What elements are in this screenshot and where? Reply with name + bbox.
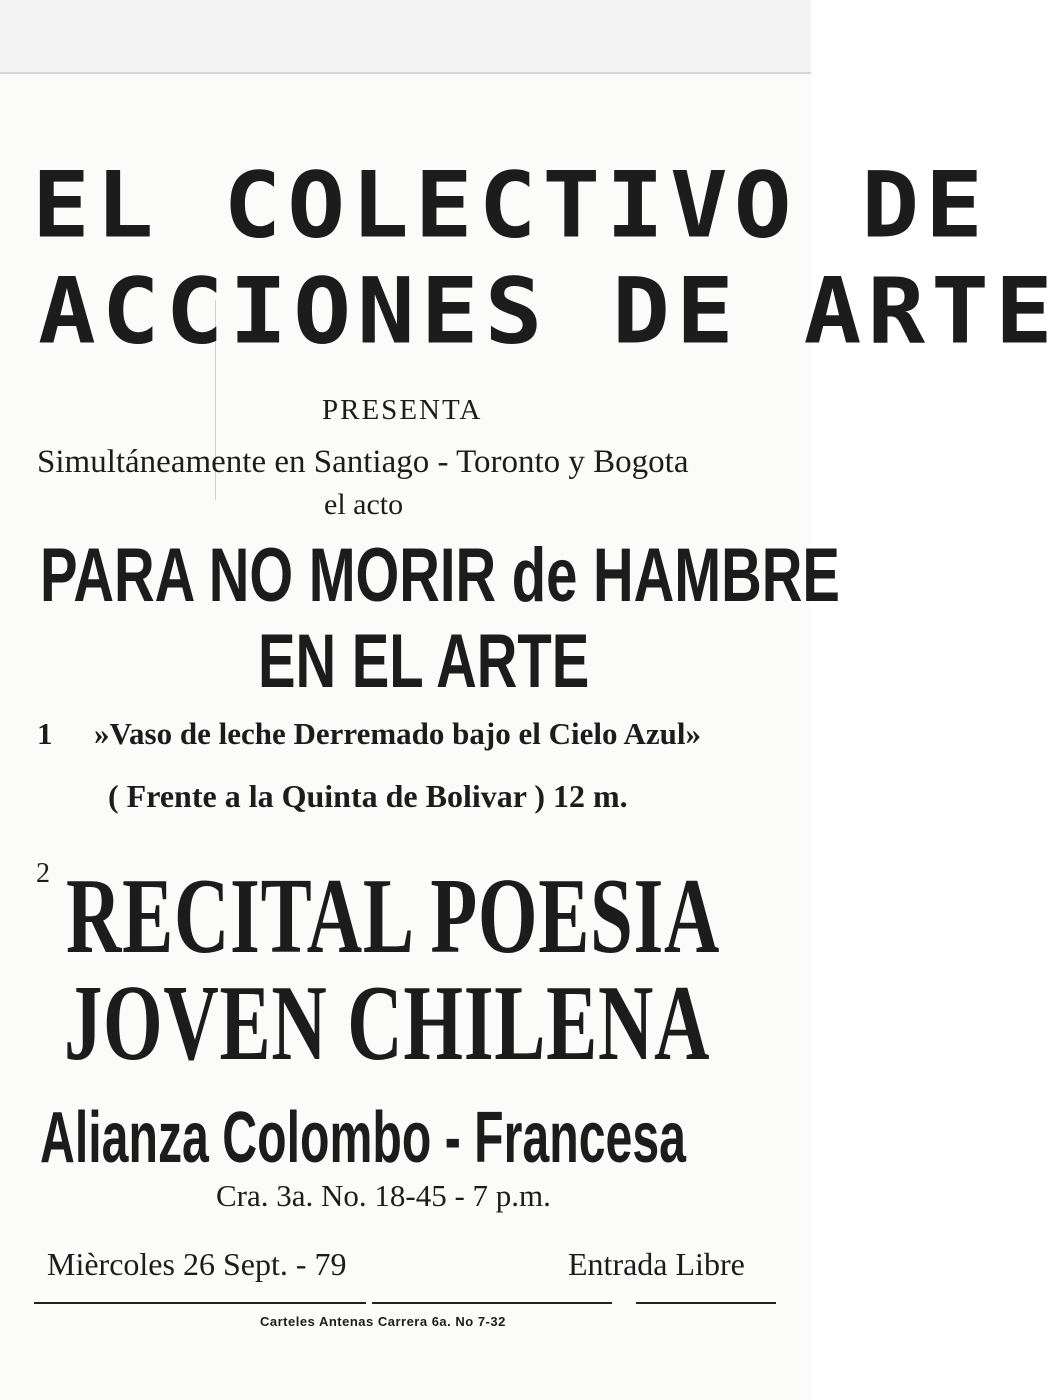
el-acto-text: el acto xyxy=(324,488,404,521)
presenta-text: PRESENTA xyxy=(322,394,483,426)
item-1-number: 1 xyxy=(37,716,53,751)
simultaneamente-text: Simultáneamente en Santiago - Toronto y Bogota xyxy=(37,444,689,480)
event-title-line-1: PARA NO MORIR de HAMBRE xyxy=(40,533,840,618)
item-1-text: »Vaso de leche Derremado bajo el Cielo Azul» xyxy=(94,716,702,751)
printer-credit: Carteles Antenas Carrera 6a. No 7-32 xyxy=(260,1314,506,1329)
venue-address: Cra. 3a. No. 18-45 - 7 p.m. xyxy=(216,1178,551,1213)
divider-rule-left xyxy=(34,1302,366,1304)
venue-name: Alianza Colombo - Francesa xyxy=(40,1098,687,1178)
title-line-2: ACCIONES DE ARTE xyxy=(38,258,1059,365)
divider-rule-middle xyxy=(372,1302,612,1304)
admission-text: Entrada Libre xyxy=(568,1246,745,1282)
scan-top-band xyxy=(0,0,811,74)
title-line-1: EL COLECTIVO DE xyxy=(32,152,989,259)
divider-rule-right xyxy=(636,1302,776,1304)
event-title-line-2: EN EL ARTE xyxy=(258,619,590,704)
item-2-title-line-1: RECITAL POESIA xyxy=(66,857,721,976)
item-2-number: 2 xyxy=(36,858,50,889)
item-1 xyxy=(37,716,701,752)
item-1-location: ( Frente a la Quinta de Bolivar ) 12 m. xyxy=(108,778,628,814)
item-2-title-line-2: JOVEN CHILENA xyxy=(64,964,711,1083)
event-date: Mièrcoles 26 Sept. - 79 xyxy=(47,1246,347,1282)
